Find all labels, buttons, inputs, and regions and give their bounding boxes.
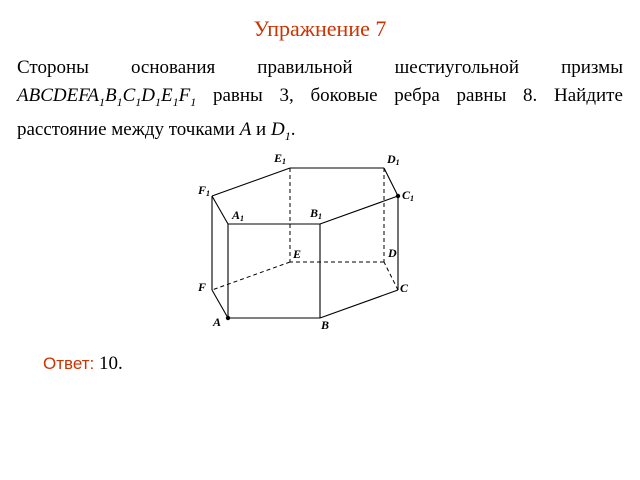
label-f: F [198,280,207,294]
prism-name: $ABCDEFA_1B_1C_1D_1E_1F_1$ [17,85,197,109]
word: правильной [257,57,353,78]
edge-b1c1 [320,196,398,224]
label-d1: D1 [387,152,400,167]
edge-bc [320,290,398,318]
edge-cd [384,262,398,290]
edge-c1d1 [384,168,398,196]
problem-line-1 [17,54,623,82]
problem-line-3: расстояние между точками A и $D_1$. [17,118,296,143]
point-a: A [239,118,252,140]
edge-fa [212,290,228,318]
point-d1: $D_1$ [270,118,291,143]
label-b1: B1 [310,206,323,221]
label-c: C [400,281,409,295]
label-e: E [293,247,302,261]
word: шестиугольной [394,57,520,78]
problem-statement [17,54,623,150]
label-a: A [213,315,222,329]
label-d: D [388,246,397,260]
prism-diagram [190,145,430,350]
word: ребра [394,85,440,106]
edge-e1f1 [212,168,290,196]
word: равны [212,85,263,106]
point-a-dot [226,316,230,320]
edge-f1a1 [212,196,228,224]
word: призмы [561,57,623,78]
prism-figure [190,145,430,350]
word: равны [456,85,507,106]
word: боковые [310,85,378,106]
word: основания [130,57,216,78]
label-f1: F1 [198,183,211,198]
problem-line-2 [17,82,623,116]
word: Найдите [554,85,623,106]
point-c1-dot [396,194,400,198]
edge-ef [212,262,290,290]
word: 3, [279,85,294,106]
exercise-title: Упражнение 7 [253,16,387,41]
label-c1: C1 [402,188,415,203]
answer-value: 10. [94,353,123,374]
label-e1: E1 [274,151,287,166]
label-b: B [321,318,330,332]
word: Стороны [17,57,89,78]
word: 8. [523,85,538,106]
answer-label: Ответ: [43,354,95,373]
label-a1: A1 [232,208,245,223]
answer [43,353,123,375]
